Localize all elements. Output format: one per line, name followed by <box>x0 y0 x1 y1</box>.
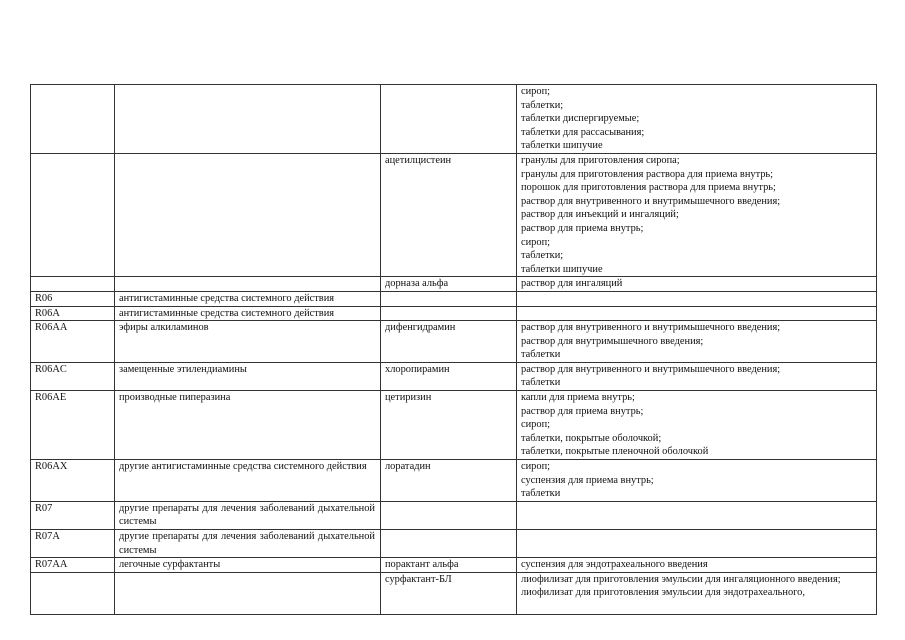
dosage-form-line: раствор для внутривенного и внутримышечного введения; <box>521 363 781 375</box>
dosage-forms-cell <box>517 391 877 460</box>
table-row <box>31 362 877 390</box>
dosage-form-line: таблетки, покрытые оболочкой; <box>521 432 662 444</box>
atc-group-cell: антигистаминные средства системного действия <box>115 306 381 321</box>
drug-name-cell: ацетилцистеин <box>381 153 517 276</box>
dosage-form-line: таблетки шипучие <box>521 140 603 152</box>
dosage-form-line: гранулы для приготовления сиропа; <box>521 154 680 166</box>
atc-group-cell: антигистаминные средства системного действия <box>115 291 381 306</box>
dosage-form-line: сироп; <box>521 419 551 431</box>
atc-code-cell: R07A <box>31 530 115 558</box>
dosage-forms-cell <box>517 277 877 292</box>
dosage-form-line: раствор для ингаляций <box>521 278 623 290</box>
table-row <box>31 391 877 460</box>
dosage-form-line: таблетки диспергируемые; <box>521 113 640 125</box>
dosage-forms-cell <box>517 291 877 306</box>
atc-code-cell: R06AA <box>31 321 115 363</box>
table-row <box>31 85 877 154</box>
atc-group-cell <box>115 153 381 276</box>
atc-code-cell <box>31 85 115 154</box>
dosage-form-line: таблетки для рассасывания; <box>521 126 645 138</box>
dosage-form-line: гранулы для приготовления раствора для приема внутрь; <box>521 168 774 180</box>
drug-name-cell: сурфактант-БЛ <box>381 572 517 614</box>
dosage-form-line: таблетки шипучие <box>521 263 603 275</box>
drug-name-cell: цетиризин <box>381 391 517 460</box>
dosage-forms-cell <box>517 530 877 558</box>
table-row <box>31 572 877 614</box>
atc-code-cell <box>31 153 115 276</box>
dosage-forms-cell <box>517 85 877 154</box>
dosage-forms-cell <box>517 460 877 502</box>
dosage-form-line: раствор для приема внутрь; <box>521 405 644 417</box>
dosage-forms-cell <box>517 558 877 573</box>
atc-group-cell: другие антигистаминные средства системного действия <box>115 460 381 502</box>
atc-code-cell: R07AA <box>31 558 115 573</box>
dosage-forms-cell <box>517 306 877 321</box>
dosage-form-line: капли для приема внутрь; <box>521 392 635 404</box>
atc-code-cell: R06AX <box>31 460 115 502</box>
drug-name-cell: лоратадин <box>381 460 517 502</box>
dosage-form-line: суспензия для эндотрахеального введения <box>521 559 708 571</box>
drug-name-cell <box>381 85 517 154</box>
table-row <box>31 306 877 321</box>
dosage-form-line: сироп; <box>521 86 551 97</box>
drug-name-cell: хлоропирамин <box>381 362 517 390</box>
dosage-form-line: раствор для инъекций и ингаляций; <box>521 209 679 221</box>
dosage-form-line: таблетки <box>521 488 561 500</box>
atc-group-cell: легочные сурфактанты <box>115 558 381 573</box>
drug-name-cell: дифенгидрамин <box>381 321 517 363</box>
drug-table-body <box>31 85 877 615</box>
dosage-form-line: сироп; <box>521 461 551 473</box>
table-row <box>31 501 877 529</box>
table-row <box>31 153 877 276</box>
dosage-form-line: порошок для приготовления раствора для приема внутрь; <box>521 182 776 194</box>
atc-group-cell <box>115 572 381 614</box>
atc-group-cell: эфиры алкиламинов <box>115 321 381 363</box>
atc-group-cell: другие препараты для лечения заболеваний дыхательной системы <box>115 530 381 558</box>
dosage-form-line: таблетки <box>521 377 561 389</box>
table-row <box>31 558 877 573</box>
dosage-form-line: раствор для внутримышечного введения; <box>521 335 704 347</box>
dosage-form-line: раствор для приема внутрь; <box>521 222 644 234</box>
atc-code-cell: R06A <box>31 306 115 321</box>
atc-group-cell <box>115 85 381 154</box>
dosage-forms-cell <box>517 362 877 390</box>
table-row <box>31 291 877 306</box>
atc-code-cell: R07 <box>31 501 115 529</box>
dosage-forms-cell <box>517 153 877 276</box>
drug-name-cell: порактант альфа <box>381 558 517 573</box>
dosage-forms-cell <box>517 572 877 614</box>
dosage-form-line: лиофилизат для приготовления эмульсии для эндотрахеального, <box>521 587 805 599</box>
atc-code-cell <box>31 277 115 292</box>
table-row <box>31 277 877 292</box>
table-row <box>31 321 877 363</box>
atc-group-cell: другие препараты для лечения заболеваний дыхательной системы <box>115 501 381 529</box>
table-row <box>31 460 877 502</box>
dosage-forms-cell <box>517 321 877 363</box>
dosage-form-line: таблетки, покрытые пленочной оболочкой <box>521 446 709 458</box>
dosage-form-line: суспензия для приема внутрь; <box>521 474 654 486</box>
drug-name-cell <box>381 306 517 321</box>
drug-name-cell: дорназа альфа <box>381 277 517 292</box>
atc-group-cell: замещенные этилендиамины <box>115 362 381 390</box>
table-row <box>31 530 877 558</box>
dosage-form-line: таблетки <box>521 349 561 361</box>
dosage-forms-cell <box>517 501 877 529</box>
drug-name-cell <box>381 291 517 306</box>
dosage-form-line: сироп; <box>521 236 551 248</box>
dosage-form-line: лиофилизат для приготовления эмульсии для ингаляционного введения; <box>521 573 841 585</box>
dosage-form-line: раствор для внутривенного и внутримышечного введения; <box>521 195 781 207</box>
dosage-form-line: раствор для внутривенного и внутримышечного введения; <box>521 322 781 334</box>
atc-code-cell: R06AE <box>31 391 115 460</box>
dosage-form-line: таблетки; <box>521 99 564 111</box>
atc-group-cell: производные пиперазина <box>115 391 381 460</box>
atc-code-cell: R06 <box>31 291 115 306</box>
drug-name-cell <box>381 530 517 558</box>
atc-group-cell <box>115 277 381 292</box>
atc-code-cell: R06AC <box>31 362 115 390</box>
drug-name-cell <box>381 501 517 529</box>
atc-code-cell <box>31 572 115 614</box>
dosage-form-line: таблетки; <box>521 250 564 262</box>
drug-table <box>30 84 877 615</box>
